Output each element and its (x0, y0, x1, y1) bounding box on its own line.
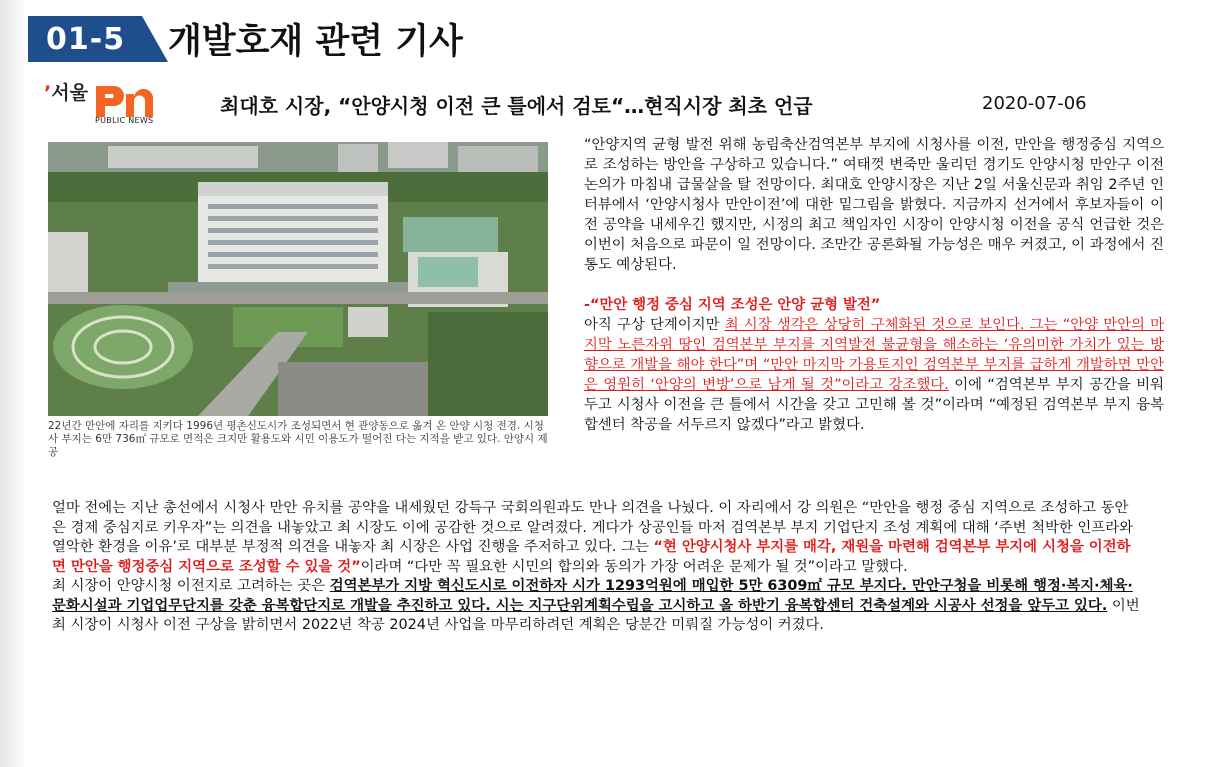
photo-caption: 22년간 만안에 자리를 지키다 1996년 평촌신도시가 조성되면서 현 관양동으로 옮겨 온 안양 시청 전경. 시청사 부지는 6만 736㎡ 규모로 면적은 크지만 활용도와 시민 이용도가 떨어진 다는 지적을 받고 있다. 안양시 제공 (48, 420, 548, 458)
paragraph-gap (584, 275, 1164, 295)
section-number: 01-5 (46, 22, 126, 57)
para3-end: 이라며 “다만 꼭 필요한 시민의 합의와 동의가 가장 어려운 문제가 될 것”이라고 말했다. (360, 558, 908, 575)
article-paragraph-2 (584, 315, 1164, 435)
para3-quote: “현 안양시청사 부지를 매각, 재원을 마련해 검역본부 부지에 시청을 이전하면 만안을 행정중심 지역으로 조성할 수 있을 것” (52, 539, 1131, 575)
article-subheading: -“만안 행정 중심 지역 조성은 안양 균형 발전” (584, 297, 881, 313)
section-badge (28, 16, 168, 62)
article-photo (48, 142, 548, 416)
para4-end: 이번 최 시장이 시청사 이전 구상을 밝히면서 2022년 착공 2024년 사업을 마무리하려던 계획은 당분간 미뤄질 가능성이 커졌다. (52, 597, 1140, 633)
para4-highlight: 검역본부가 지방 혁신도시로 이전하자 시가 1293억원에 매입한 5만 6309㎡ 규모 부지다. 만안구청을 비롯해 행정·복지·체육·문화시설과 기업업무단지를 갖춘 융복합단지로 개발을 추진하고 있다. 시는 지구단위계획수립을 고시하고 올 하반기 융복합센터 건축설계와 시공사 선정을 앞두고 있다. (52, 578, 1133, 614)
para4-start: 최 시장이 안양시청 이전지로 고려하는 곳은 (52, 578, 330, 594)
logo-pn-mark (94, 82, 156, 118)
section-title: 개발호재 관련 기사 (168, 22, 463, 62)
article-paragraph-3 (52, 499, 1142, 577)
article-headline: 최대호 시장, “안양시청 이전 큰 틀에서 검토“…현직시장 최초 언급 (220, 94, 813, 118)
para2-start: 아직 구상 단계이지만 (584, 317, 725, 333)
article-date: 2020-07-06 (982, 93, 1087, 114)
left-edge-shade (0, 0, 26, 767)
logo-public-news: PUBLIC NEWS (95, 116, 154, 125)
para3-start: 얼마 전에는 지난 총선에서 시청사 만안 유치를 공약을 내세웠던 강득구 국회의원과도 만나 의견을 나눴다. 이 자리에서 강 의원은 “만안을 행정 중심 지역으로 조성하고 동안은 경제 중심지로 키우자”는 의견을 내놓았고 최 시장도 이에 공감한 것으로 알려졌다. 게다가 상공인들 마저 검역본부 부지 기업단지 조성 계획에 대해 ‘주변 척박한 인프라와 열악한 환경을 이유’로 대부분 부정적 의견을 내놓자 최 시장은 사업 진행을 주저하고 있다. 그는 (52, 500, 1134, 555)
para2-highlight: 최 시장 생각은 상당히 구체화된 것으로 보인다. 그는 “안양 만안의 마지막 노른자위 땅인 검역본부 부지를 지역발전 불균형을 해소하는 ‘유의미한 가치가 있는 방향으로 개발을 해야 한다”며 “만안 마지막 가용토지인 검역본부 부지를 급하게 개발하면 만안은 영원히 ‘안양의 변방’으로 남게 될 것”이라고 강조했다. (584, 317, 1164, 393)
article-right-column (584, 135, 1164, 435)
seoul-pn-logo (44, 78, 162, 128)
logo-seoul-text: ’서울 (44, 82, 88, 104)
article-paragraph-4 (52, 577, 1142, 636)
city-hall-aerial-illustration (48, 142, 548, 416)
article-bottom-section (52, 499, 1142, 636)
para2-end: 이에 “검역본부 부지 공간을 비워두고 시청사 이전을 큰 틀에서 시간을 갖고 고민해 볼 것”이라며 “예정된 검역본부 부지 융복합센터 착공을 서두르지 않겠다”라고 밝혔다. (584, 377, 1165, 433)
article-intro-paragraph: “안양지역 균형 발전 위해 농림축산검역본부 부지에 시청사를 이전, 만안을 행정중심 지역으로 조성하는 방안을 구상하고 있습니다.” 여태껏 변죽만 울리던 경기도 안양시청 만안구 이전 논의가 마침내 급물살을 탈 전망이다. 최대호 안양시장은 지난 2일 서울신문과 취임 2주년 인터뷰에서 ‘안양시청사 만안이전’에 대한 밑그림을 밝혔다. 지금까지 선거에서 후보자들이 이전 공약을 내세우긴 했지만, 시정의 최고 책임자인 시장이 안양시청 이전을 공식 언급한 것은 이번이 처음으로 파문이 일 전망이다. 조만간 공론화될 가능성은 매우 커졌고, 이 과정에서 진통도 예상된다. (584, 137, 1164, 273)
